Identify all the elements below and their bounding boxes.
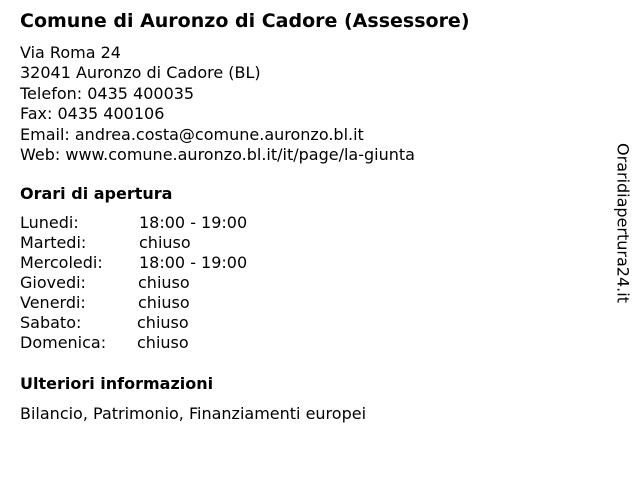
city-address: 32041 Auronzo di Cadore (BL)	[20, 63, 261, 83]
address-block	[20, 43, 415, 165]
hours-day-label: Domenica:	[20, 333, 107, 352]
page-title: Comune di Auronzo di Cadore (Assessore)	[20, 10, 470, 32]
hours-day-label: Martedi:	[20, 233, 87, 252]
website-address: Web: www.comune.auronzo.bl.it/it/page/la-giunta	[20, 144, 415, 164]
hours-row-thursday	[20, 273, 320, 293]
hours-time-value: chiuso	[137, 333, 189, 352]
hours-time-value: 18:00 - 19:00	[139, 213, 248, 232]
hours-day-label: Lunedi:	[20, 213, 79, 232]
hours-row-saturday	[20, 313, 320, 333]
phone-number: Telefon: 0435 400035	[20, 83, 195, 103]
hours-row-monday	[20, 213, 320, 233]
hours-row-sunday	[20, 333, 320, 353]
hours-day-label: Sabato:	[20, 313, 82, 332]
hours-time-value: chiuso	[138, 273, 190, 292]
street-address: Via Roma 24	[20, 43, 121, 62]
hours-row-tuesday	[20, 233, 320, 253]
opening-hours-table	[20, 213, 320, 353]
hours-day-label: Venerdi:	[20, 293, 86, 312]
hours-time-value: chiuso	[138, 293, 190, 312]
hours-time-value: chiuso	[139, 233, 191, 252]
more-info-text: Bilancio, Patrimonio, Finanziamenti europei	[20, 404, 367, 423]
hours-row-friday	[20, 293, 320, 313]
hours-time-value: chiuso	[137, 313, 189, 332]
fax-number: Fax: 0435 400106	[20, 104, 165, 124]
hours-row-wednesday	[20, 253, 320, 273]
hours-day-label: Giovedi:	[20, 273, 86, 292]
hours-day-label: Mercoledi:	[20, 253, 103, 272]
more-info-heading: Ulteriori informazioni	[20, 374, 214, 393]
site-brand-watermark: Oraridiapertura24.it	[613, 143, 633, 303]
opening-hours-heading: Orari di apertura	[20, 184, 173, 203]
hours-time-value: 18:00 - 19:00	[139, 253, 248, 272]
email-address: Email: andrea.costa@comune.auronzo.bl.it	[20, 124, 364, 144]
